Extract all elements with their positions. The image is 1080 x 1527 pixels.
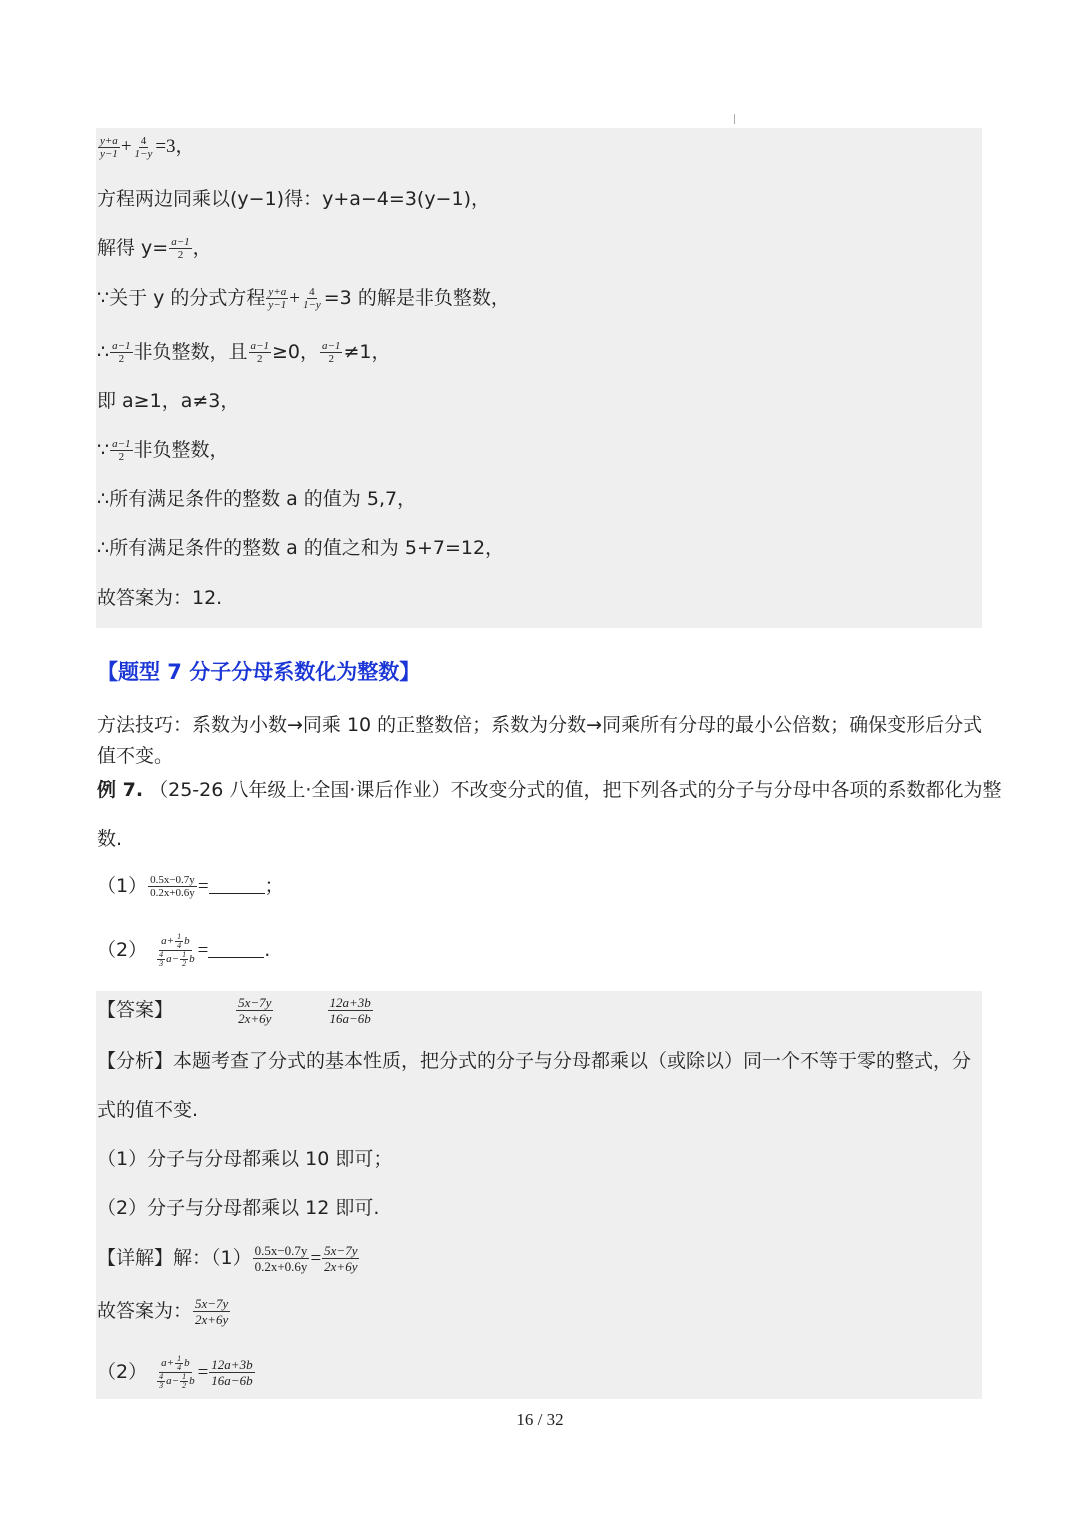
answer-fraction-1: $\frac{5x-7y}{2x+6y}$ bbox=[238, 995, 272, 1026]
page-number: 16 / 32 bbox=[516, 1410, 564, 1429]
method-tip: 值不变。 bbox=[97, 745, 174, 767]
solution-line: ∵关于 y 的分式方程 $\frac{y+a}{y-1}$ + $\frac{4}{1-y}$ =3 的解是非负整数， bbox=[97, 286, 510, 311]
fraction: $\frac{a-1}{2}$ bbox=[171, 236, 190, 261]
method-tip: 方法技巧：系数为小数→同乘 10 的正整数倍；系数为分数→同乘所有分母的最小公倍数；确保变形后分式 bbox=[97, 714, 983, 736]
answer-blank bbox=[208, 943, 264, 958]
fraction: $\frac{a-1}{2}$ bbox=[250, 340, 269, 365]
solution-line: ∴所有满足条件的整数 a 的值之和为 5+7=12， bbox=[97, 537, 505, 559]
equation-line: $\frac{y+a}{y-1}$ + $\frac{4}{1-y}$ =3， bbox=[100, 135, 195, 161]
fraction: $\frac{5x-7y}{2x+6y}$ bbox=[324, 1243, 358, 1274]
solution-line: ∴所有满足条件的整数 a 的值为 5,7， bbox=[97, 488, 417, 510]
example-label: 例 7. bbox=[97, 779, 144, 801]
compound-fraction: a+ $\frac{1}{4}$ b $\frac{4}{3}$ a− $\frac{1}{2}$ b bbox=[159, 1354, 195, 1390]
section-heading: 【题型 7 分子分母系数化为整数】 bbox=[97, 660, 421, 684]
answer-blank bbox=[209, 879, 265, 894]
example-prompt: 例 7. （25-26 八年级上·全国·课后作业）不改变分式的值，把下列各式的分子与分母中各项的系数都化为整 bbox=[97, 779, 1002, 801]
answer-line: 【答案】 $\frac{5x-7y}{2x+6y}$ $\frac{12a+3b}{16a-6b}$ bbox=[97, 995, 371, 1026]
solution-line: ∵ $\frac{a-1}{2}$ 非负整数， bbox=[97, 438, 229, 463]
analysis-step: （2）分子与分母都乘以 12 即可. bbox=[97, 1197, 380, 1219]
analysis-text: 式的值不变. bbox=[97, 1099, 199, 1121]
header-mark bbox=[734, 114, 735, 124]
solution-line: 故答案为：12. bbox=[97, 587, 223, 609]
example-prompt: 数. bbox=[97, 828, 123, 850]
fraction: $\frac{12a+3b}{16a-6b}$ bbox=[211, 1357, 253, 1388]
fraction: $\frac{a-1}{2}$ bbox=[112, 340, 131, 365]
fraction: $\frac{5x-7y}{2x+6y}$ bbox=[195, 1296, 229, 1327]
fraction: $\frac{a-1}{2}$ bbox=[322, 340, 341, 365]
fraction: $\frac{0.5x-0.7y}{0.2x+0.6y}$ bbox=[150, 874, 195, 899]
solution-line: 即 a≥1，a≠3， bbox=[97, 390, 240, 412]
detail-line: 【详解】解：（1） $\frac{0.5x-0.7y}{0.2x+0.6y}$ = $\frac{5x-7y}{2x+6y}$ bbox=[97, 1243, 358, 1274]
fraction: $\frac{0.5x-0.7y}{0.2x+0.6y}$ bbox=[254, 1243, 308, 1274]
answer-fraction-2: $\frac{12a+3b}{16a-6b}$ bbox=[329, 995, 371, 1026]
solution-line: 解得 y= $\frac{a-1}{2}$ ， bbox=[97, 236, 212, 261]
solution-line: ∴ $\frac{a-1}{2}$ 非负整数，且 $\frac{a-1}{2}$ ≥0， $\frac{a-1}{2}$ ≠1， bbox=[97, 340, 391, 365]
fraction: $\frac{a-1}{2}$ bbox=[112, 438, 131, 463]
detail-line-2: （2） a+ $\frac{1}{4}$ b $\frac{4}{3}$ a− $\frac{1}{2}$ b = $\frac{12a+3b}{16a-6b}$ bbox=[97, 1354, 253, 1390]
analysis-step: （1）分子与分母都乘以 10 即可； bbox=[97, 1148, 393, 1170]
fraction: $\frac{y+a}{y-1}$ bbox=[100, 135, 118, 161]
final-answer-line: 故答案为： $\frac{5x-7y}{2x+6y}$ bbox=[97, 1296, 229, 1327]
fraction: $\frac{y+a}{y-1}$ bbox=[268, 286, 287, 311]
compound-fraction: a+ $\frac{1}{4}$ b $\frac{4}{3}$ a− $\frac{1}{2}$ b bbox=[159, 932, 195, 968]
analysis-text: 【分析】本题考查了分式的基本性质，把分式的分子与分母都乘以（或除以）同一个不等于零的整式，分 bbox=[97, 1050, 972, 1072]
fraction: $\frac{4}{1-y}$ bbox=[134, 135, 153, 161]
solution-line: 方程两边同乘以(y−1)得：y+a−4=3(y−1)， bbox=[97, 188, 490, 210]
fraction: $\frac{4}{1-y}$ bbox=[302, 286, 321, 311]
question-1: （1） $\frac{0.5x-0.7y}{0.2x+0.6y}$ = ； bbox=[97, 874, 284, 899]
question-2: （2） a+ $\frac{1}{4}$ b $\frac{4}{3}$ a− $\frac{1}{2}$ b = . bbox=[97, 932, 271, 968]
